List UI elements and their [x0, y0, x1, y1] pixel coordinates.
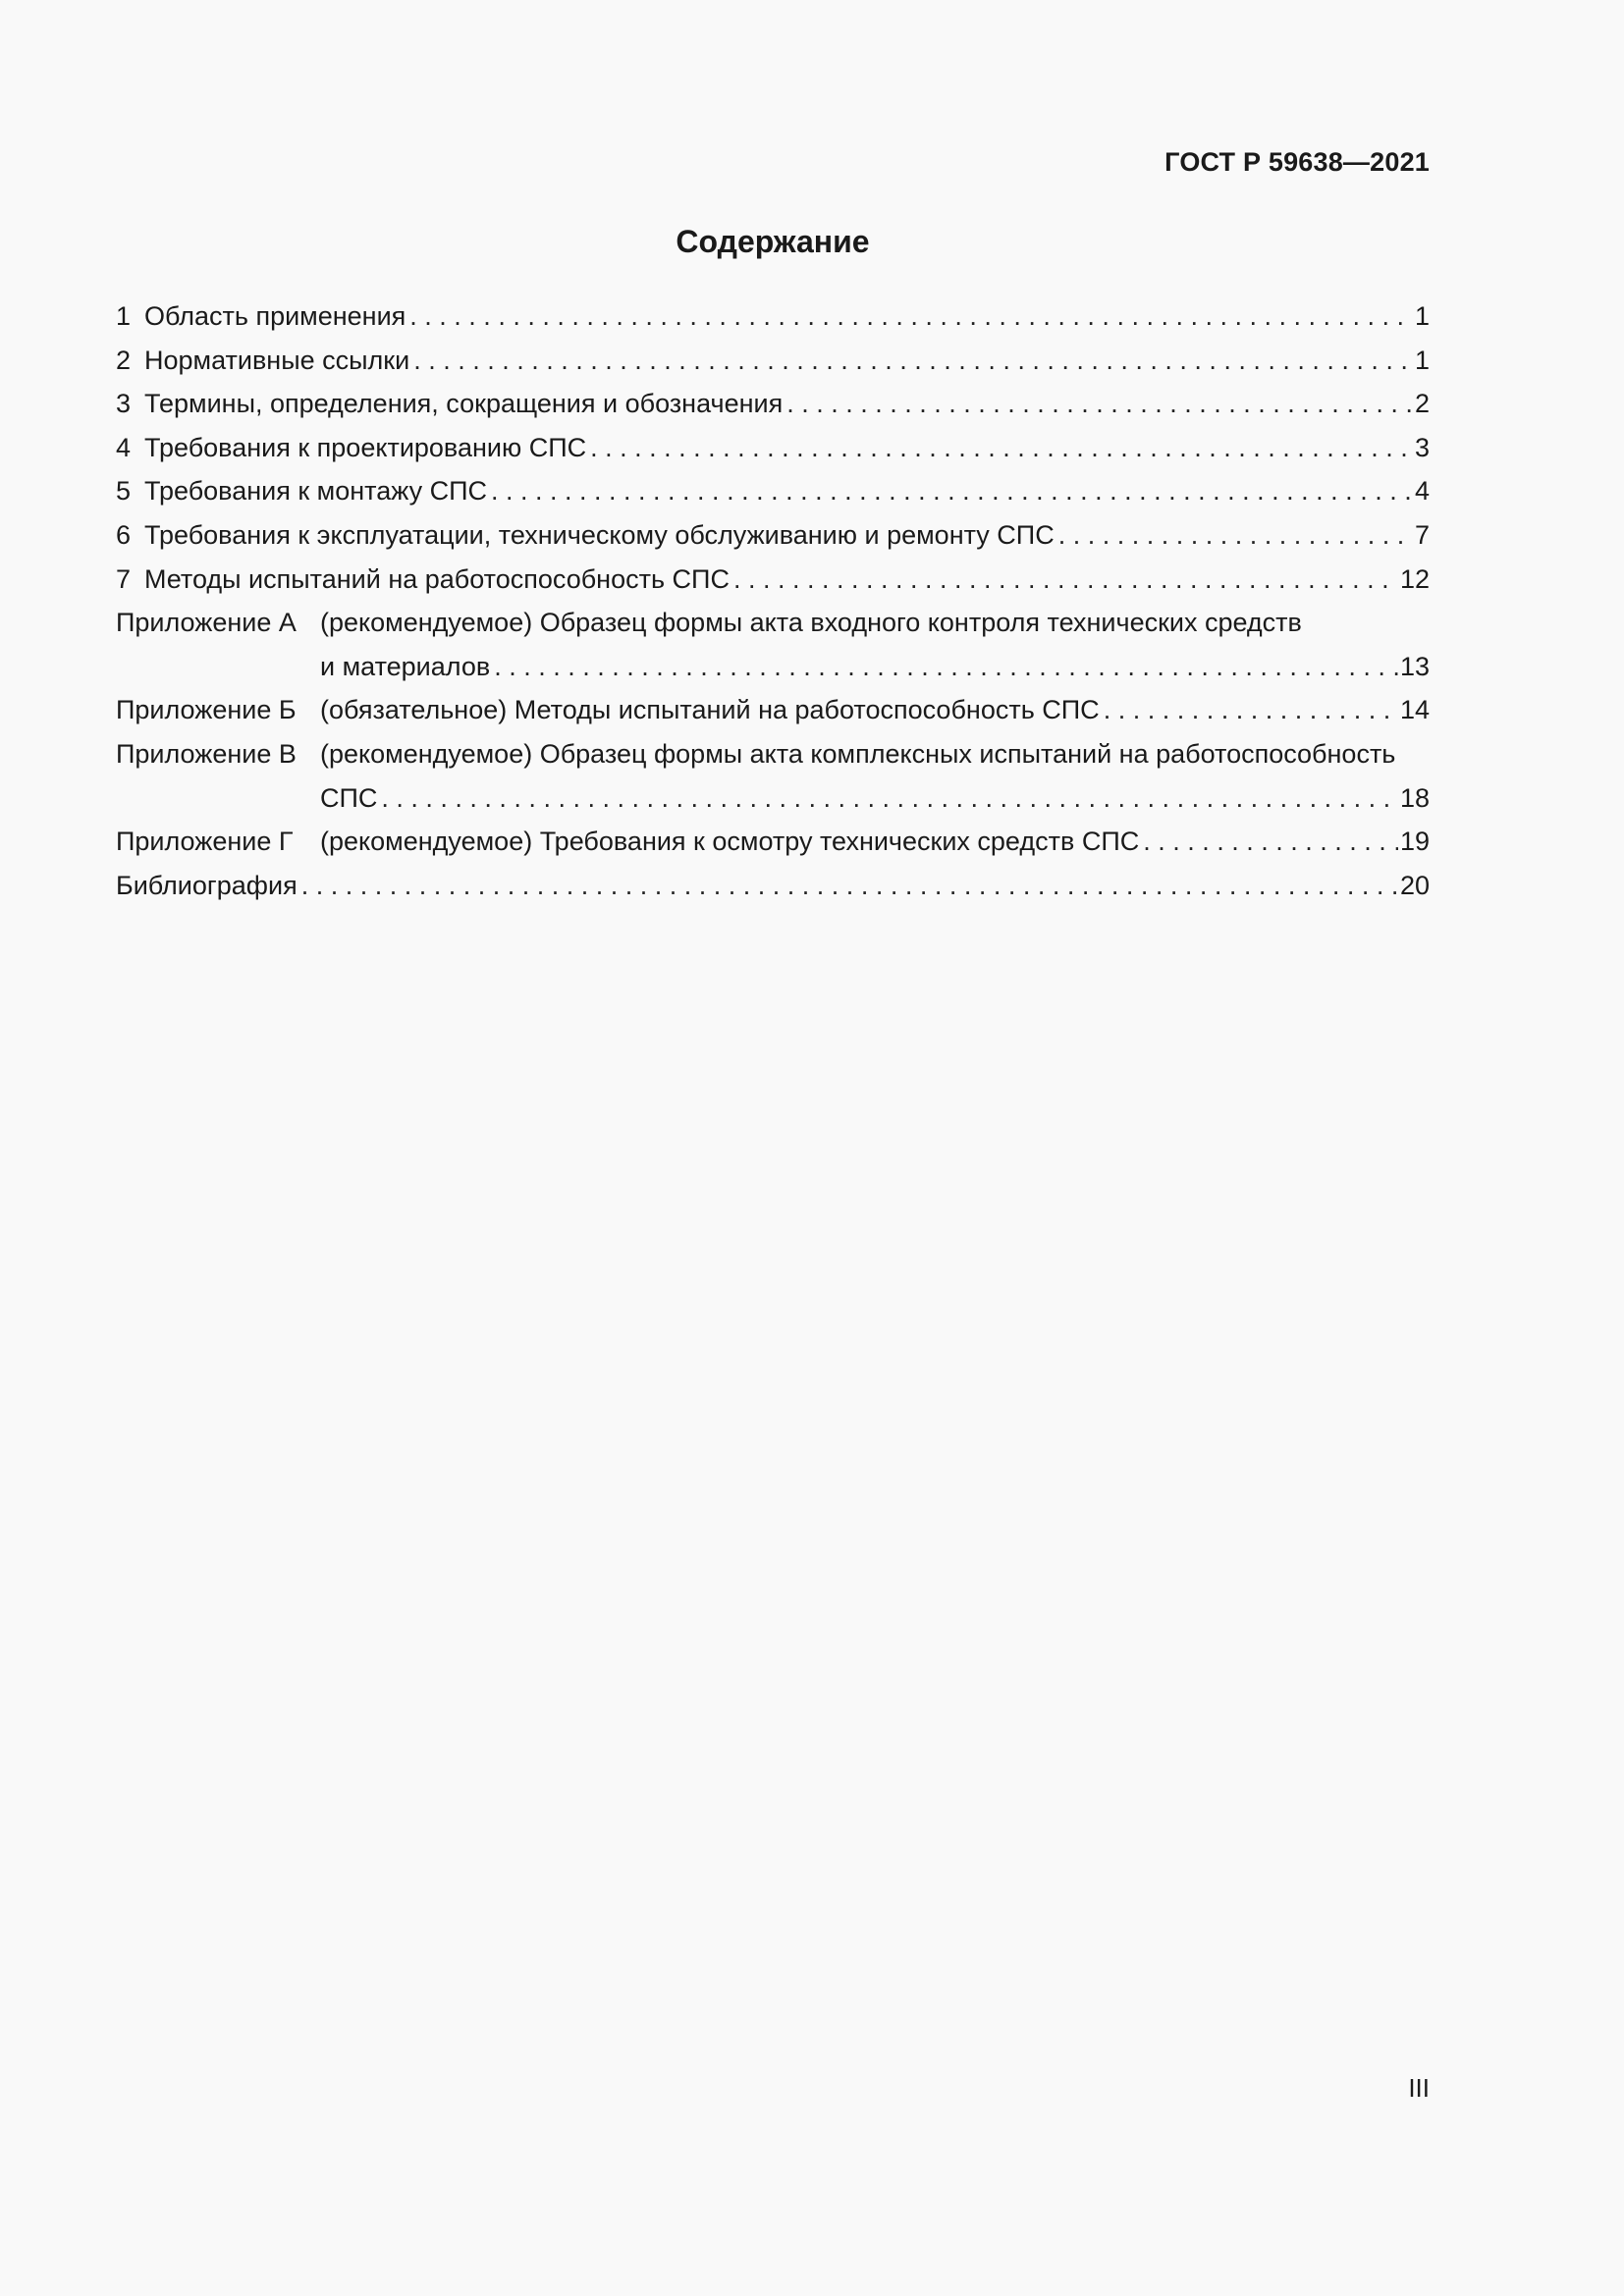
toc-entry-page: 7: [1414, 519, 1430, 550]
toc-entry-number: 1: [116, 301, 132, 331]
toc-entry-2[interactable]: [116, 339, 1430, 383]
toc-entry-number: 2: [116, 345, 132, 375]
dot-leader: [301, 864, 1398, 908]
toc-entry-page: 13: [1399, 651, 1430, 681]
dot-leader: [381, 776, 1398, 821]
toc-entry-number: 7: [116, 563, 132, 594]
appendix-title: (обязательное) Методы испытаний на работоспособность СПС: [320, 695, 1100, 725]
dot-leader: [491, 469, 1413, 513]
document-code: ГОСТ Р 59638—2021: [1164, 147, 1430, 177]
page-number: III: [1408, 2073, 1430, 2103]
toc-entry-4[interactable]: [116, 426, 1430, 470]
toc-entry-page: 14: [1399, 695, 1430, 725]
dot-leader: [409, 294, 1413, 339]
toc-appendix-v-line2[interactable]: [116, 776, 1430, 821]
appendix-title: (рекомендуемое) Требования к осмотру технических средств СПС: [320, 827, 1140, 857]
toc-entry-number: 6: [116, 519, 132, 550]
toc-appendix-a-line1[interactable]: [116, 601, 1430, 645]
toc-entry-6[interactable]: [116, 513, 1430, 558]
dot-leader: [590, 426, 1413, 470]
dot-leader: [1058, 513, 1413, 558]
toc-entry-number: 5: [116, 476, 132, 507]
toc-entry-title: Нормативные ссылки: [144, 345, 410, 375]
toc-entry-page: 1: [1414, 345, 1430, 375]
toc-entry-number: 3: [116, 389, 132, 419]
dot-leader: [786, 382, 1413, 426]
toc-entry-1[interactable]: [116, 294, 1430, 339]
document-page: [116, 0, 1430, 2296]
appendix-label: Приложение А: [116, 608, 297, 638]
bibliography-title: Библиография: [116, 870, 298, 900]
toc-appendix-a-line2[interactable]: [116, 645, 1430, 689]
toc-appendix-v-line1[interactable]: [116, 732, 1430, 776]
toc-entry-page: 12: [1399, 563, 1430, 594]
dot-leader: [494, 645, 1398, 689]
toc-entry-title: Требования к монтажу СПС: [144, 476, 488, 507]
dot-leader: [1143, 820, 1398, 864]
dot-leader: [413, 339, 1413, 383]
toc-entry-page: 18: [1399, 782, 1430, 813]
appendix-label: Приложение Г: [116, 827, 294, 857]
appendix-title-continued: СПС: [320, 782, 378, 813]
toc-entry-page: 1: [1414, 301, 1430, 331]
toc-appendix-b[interactable]: [116, 688, 1430, 732]
toc-entry-5[interactable]: [116, 469, 1430, 513]
toc-entry-page: 19: [1399, 827, 1430, 857]
dot-leader: [733, 558, 1398, 602]
toc-appendix-g[interactable]: [116, 820, 1430, 864]
toc-entry-page: 2: [1414, 389, 1430, 419]
toc-entry-number: 4: [116, 432, 132, 462]
toc-entry-page: 3: [1414, 432, 1430, 462]
appendix-label: Приложение В: [116, 738, 297, 769]
toc-entry-7[interactable]: [116, 558, 1430, 602]
toc-entry-title: Требования к эксплуатации, техническому обслуживанию и ремонту СПС: [144, 519, 1055, 550]
appendix-title: (рекомендуемое) Образец формы акта комплексных испытаний на работоспособность: [320, 738, 1396, 769]
toc-entry-title: Область применения: [144, 301, 406, 331]
toc-entry-title: Методы испытаний на работоспособность СПС: [144, 563, 730, 594]
appendix-title: (рекомендуемое) Образец формы акта входного контроля технических средств: [320, 608, 1302, 638]
toc-entry-title: Требования к проектированию СПС: [144, 432, 587, 462]
toc-entry-page: 20: [1399, 870, 1430, 900]
appendix-title-continued: и материалов: [320, 651, 491, 681]
toc-entry-title: Термины, определения, сокращения и обозначения: [144, 389, 784, 419]
toc-bibliography[interactable]: [116, 864, 1430, 908]
dot-leader: [1104, 688, 1398, 732]
table-of-contents: [116, 294, 1430, 907]
toc-entry-page: 4: [1414, 476, 1430, 507]
toc-title: Содержание: [676, 224, 870, 259]
toc-entry-3[interactable]: [116, 382, 1430, 426]
appendix-label: Приложение Б: [116, 695, 297, 725]
